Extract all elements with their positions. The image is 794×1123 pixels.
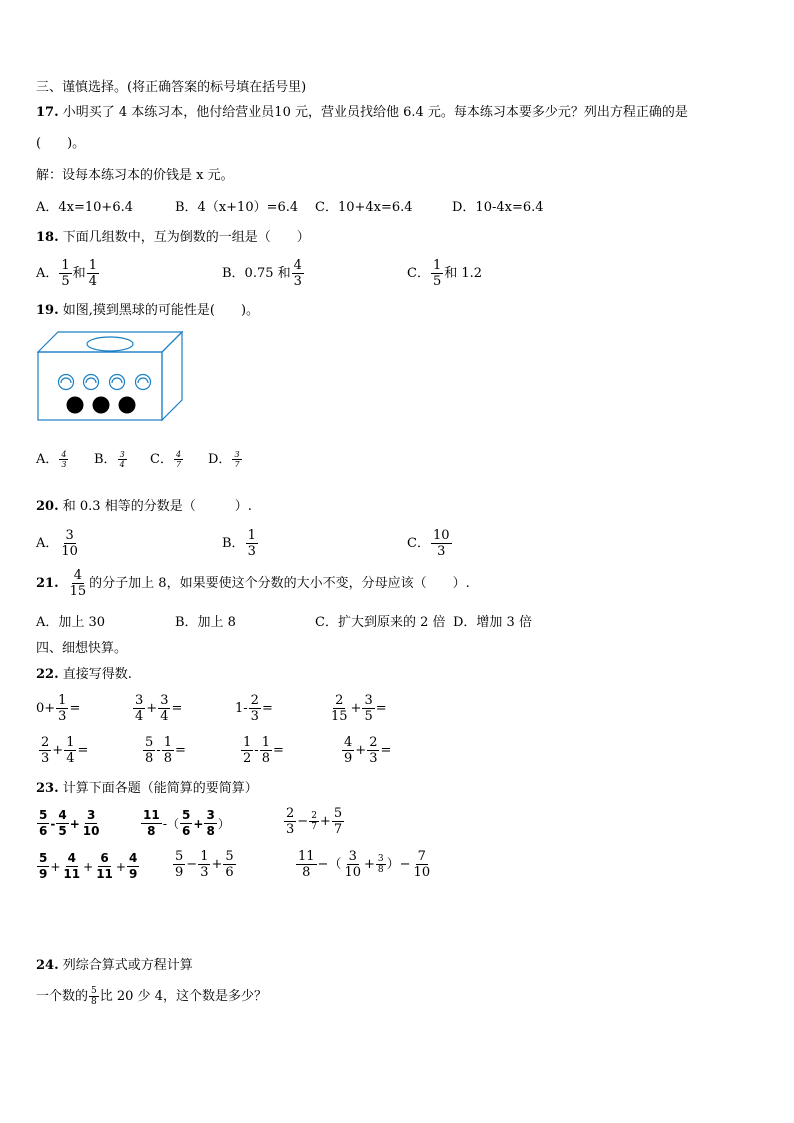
option-label: C． — [407, 265, 430, 281]
fraction: 5 9 — [175, 849, 184, 880]
calc-r2-1: 2 3 + $\frac{1}{4}$ = — [41, 735, 89, 766]
q18-stem: 下面几组数中，互为倒数的一组是（ ） — [62, 230, 310, 245]
q17-option-d: D．10-4x=6.4 — [452, 200, 544, 215]
q23-number: 23. — [36, 781, 59, 796]
calc-expr-1: 5 6 - 4 5 + $\frac{3}{10}$ — [39, 808, 100, 838]
q18-text — [36, 230, 310, 246]
fraction: $\frac{1}{8}$ — [261, 735, 270, 766]
option-label: A． — [36, 451, 59, 467]
q21-text — [36, 568, 470, 599]
section-4-title: 四、细想快算。 — [36, 641, 128, 656]
fraction: $\frac{1}{3}$ — [58, 693, 67, 724]
fraction: $\frac{3}{4}$ — [160, 693, 169, 724]
option-label: B． — [94, 451, 117, 467]
q20-stem: 和 0.3 相等的分数是（ ）. — [62, 499, 252, 514]
q19-option-b — [94, 450, 128, 469]
q19-text — [36, 303, 259, 319]
q21-stem: 的分子加上 8，如果要使这个分数的大小不变，分母应该（ ）. — [89, 575, 470, 591]
fraction: $\frac{4}{11}$ — [63, 851, 81, 881]
q19-stem: 如图,摸到黑球的可能性是( )。 — [62, 303, 260, 318]
option-label: A． — [36, 265, 59, 281]
q24-stem: 列综合算式或方程计算 — [62, 958, 193, 973]
q19-option-d — [208, 450, 243, 469]
q19-number: 19. — [36, 303, 59, 318]
q21-option-a: A．加上 30 — [36, 615, 106, 630]
calc-r2-4: 4 9 + $\frac{2}{3}$ = — [344, 735, 392, 766]
fraction: 5 9 — [39, 851, 48, 881]
option-label: C． — [150, 451, 173, 467]
option-label: B．0.75 和 — [222, 265, 291, 281]
fraction: 10 3 — [432, 528, 450, 559]
q17-number: 17. — [36, 105, 59, 120]
fraction: 4 5 — [58, 808, 67, 838]
q18-option-b — [222, 258, 305, 289]
fraction: 11 8 — [298, 849, 315, 880]
fraction: 3 10 — [61, 528, 78, 559]
fraction: 11 8 — [143, 808, 160, 838]
fraction: 4 3 — [293, 258, 302, 289]
option-label: D． — [208, 451, 232, 467]
fraction: 5 6 — [182, 808, 191, 838]
option-tail: 和 1.2 — [444, 265, 483, 281]
calc-r1-1: 0+ $\frac{1}{3}$ = — [36, 693, 81, 724]
q21-option-d: D．增加 3 倍 — [453, 615, 532, 630]
calc-expr-3: 2 3 − $\frac{2}{7}$ + $\frac{5}{7}$ — [286, 806, 343, 837]
q17-option-a: A．4x=10+6.4 — [36, 200, 133, 215]
q23-stem: 计算下面各题（能简算的要简算） — [62, 781, 258, 796]
fraction: 1 2 — [243, 735, 252, 766]
fraction: 4 15 — [69, 568, 87, 599]
calc-expr-2: 11 8 -（ 5 6 + $\frac{3}{8}$ ） — [143, 808, 230, 838]
q17-stem: 小明买了 4 本练习本，他付给营业员10 元，营业员找给他 6.4 元。每本练习本要多少元？列出方程正确的是 — [62, 105, 688, 120]
option-connector: 和 — [72, 265, 86, 281]
fraction: 4 9 — [344, 735, 353, 766]
fraction: $\frac{2}{3}$ — [369, 735, 378, 766]
fraction: $\frac{3}{8}$ — [206, 808, 215, 838]
fraction: 2 15 — [331, 693, 348, 724]
calc-r1-2: 3 4 + $\frac{3}{4}$ = — [135, 693, 183, 724]
fraction: $\frac{1}{4}$ — [66, 735, 75, 766]
q24-number: 24. — [36, 958, 59, 973]
fraction: 4 7 — [175, 450, 182, 469]
q19-option-a — [36, 450, 69, 469]
fraction: 1 5 — [61, 258, 70, 289]
fraction: 3 7 — [234, 450, 240, 469]
calc-r1-3: 1- $\frac{2}{3}$ = — [235, 693, 273, 724]
black-balls — [67, 397, 136, 414]
fraction: 1 5 — [432, 258, 442, 289]
q17-option-b: B．4（x+10）=6.4 — [175, 200, 299, 215]
q22-text — [36, 667, 132, 683]
q23-text — [36, 781, 258, 797]
fraction: $\frac{3}{5}$ — [364, 693, 373, 724]
q18-option-c — [407, 258, 482, 289]
fraction: 2 3 — [41, 735, 50, 766]
fraction: $\frac{1}{3}$ — [200, 849, 209, 880]
q20-option-c — [407, 528, 453, 559]
fraction: $\frac{3}{10}$ — [82, 808, 100, 838]
fraction: 5 6 — [39, 808, 48, 838]
q17-answer-paren: ( )。 — [36, 136, 86, 151]
q19-option-c — [150, 450, 184, 469]
fraction: $\frac{1}{8}$ — [163, 735, 172, 766]
calc-r2-3: 1 2 - $\frac{1}{8}$ = — [243, 735, 284, 766]
q24-text — [36, 958, 193, 974]
q24-problem — [36, 986, 267, 1007]
q18-option-a — [36, 258, 100, 289]
q21-option-c: C．扩大到原来的 2 倍 — [315, 615, 446, 630]
option-label: A． — [36, 535, 59, 551]
q20-text — [36, 499, 252, 515]
fraction: 4 3 — [61, 450, 67, 469]
q20-option-a — [36, 528, 81, 559]
fraction: 2 3 — [286, 806, 295, 837]
calc-r1-4: 2 15 + $\frac{3}{5}$ = — [331, 693, 387, 724]
fraction: $\frac{3}{8}$ — [377, 854, 384, 875]
calc-expr-6: 11 8 −（ 3 10 + $\frac{3}{8}$ ）− $\frac{7}{10}$ — [298, 849, 431, 880]
fraction: $\frac{4}{9}$ — [128, 851, 138, 881]
fraction: $\frac{2}{3}$ — [250, 693, 259, 724]
option-label: C． — [407, 535, 430, 551]
q24-prefix: 一个数的 — [36, 988, 89, 1004]
fraction: 5 8 — [91, 986, 97, 1007]
fraction: 3 10 — [344, 849, 361, 880]
q24-suffix: 比 20 少 4，这个数是多少？ — [99, 988, 267, 1004]
q21-option-b: B．加上 8 — [175, 615, 236, 630]
calc-r2-2: 5 8 - $\frac{1}{8}$ = — [145, 735, 186, 766]
q21-number: 21. — [36, 575, 59, 591]
fraction: $\frac{5}{7}$ — [333, 806, 343, 837]
fraction: $\frac{2}{7}$ — [311, 811, 317, 832]
q22-number: 22. — [36, 667, 59, 682]
fraction: 3 4 — [119, 450, 125, 469]
q18-number: 18. — [36, 230, 59, 245]
q17-option-c: C．10+4x=6.4 — [315, 200, 413, 215]
q22-stem: 直接写得数. — [62, 667, 132, 682]
box-side-face — [162, 332, 182, 420]
fraction: 3 4 — [135, 693, 144, 724]
box-opening — [87, 337, 133, 351]
section-3-title: 三、谨慎选择。(将正确答案的标号填在括号里) — [36, 80, 307, 95]
q17-text — [36, 105, 688, 121]
q20-option-b — [222, 528, 259, 559]
fraction: $\frac{7}{10}$ — [413, 849, 431, 880]
fraction: 1 3 — [247, 528, 256, 559]
fraction: 1 4 — [88, 258, 97, 289]
ball-box-figure — [36, 330, 186, 424]
white-balls — [59, 375, 151, 390]
box-top-face — [38, 332, 182, 352]
calc-expr-4: 5 9 + $\frac{4}{11}$ + $\frac{6}{11}$ + $\frac{4}{9}$ — [39, 851, 138, 881]
fraction: $\frac{5}{6}$ — [225, 849, 234, 880]
fraction: $\frac{6}{11}$ — [96, 851, 113, 881]
option-label: B． — [222, 535, 245, 551]
q17-solution: 解：设每本练习本的价钱是 x 元。 — [36, 168, 234, 183]
q20-number: 20. — [36, 499, 59, 514]
calc-expr-5: 5 9 − $\frac{1}{3}$ + $\frac{5}{6}$ — [175, 849, 234, 880]
fraction: 5 8 — [145, 735, 154, 766]
